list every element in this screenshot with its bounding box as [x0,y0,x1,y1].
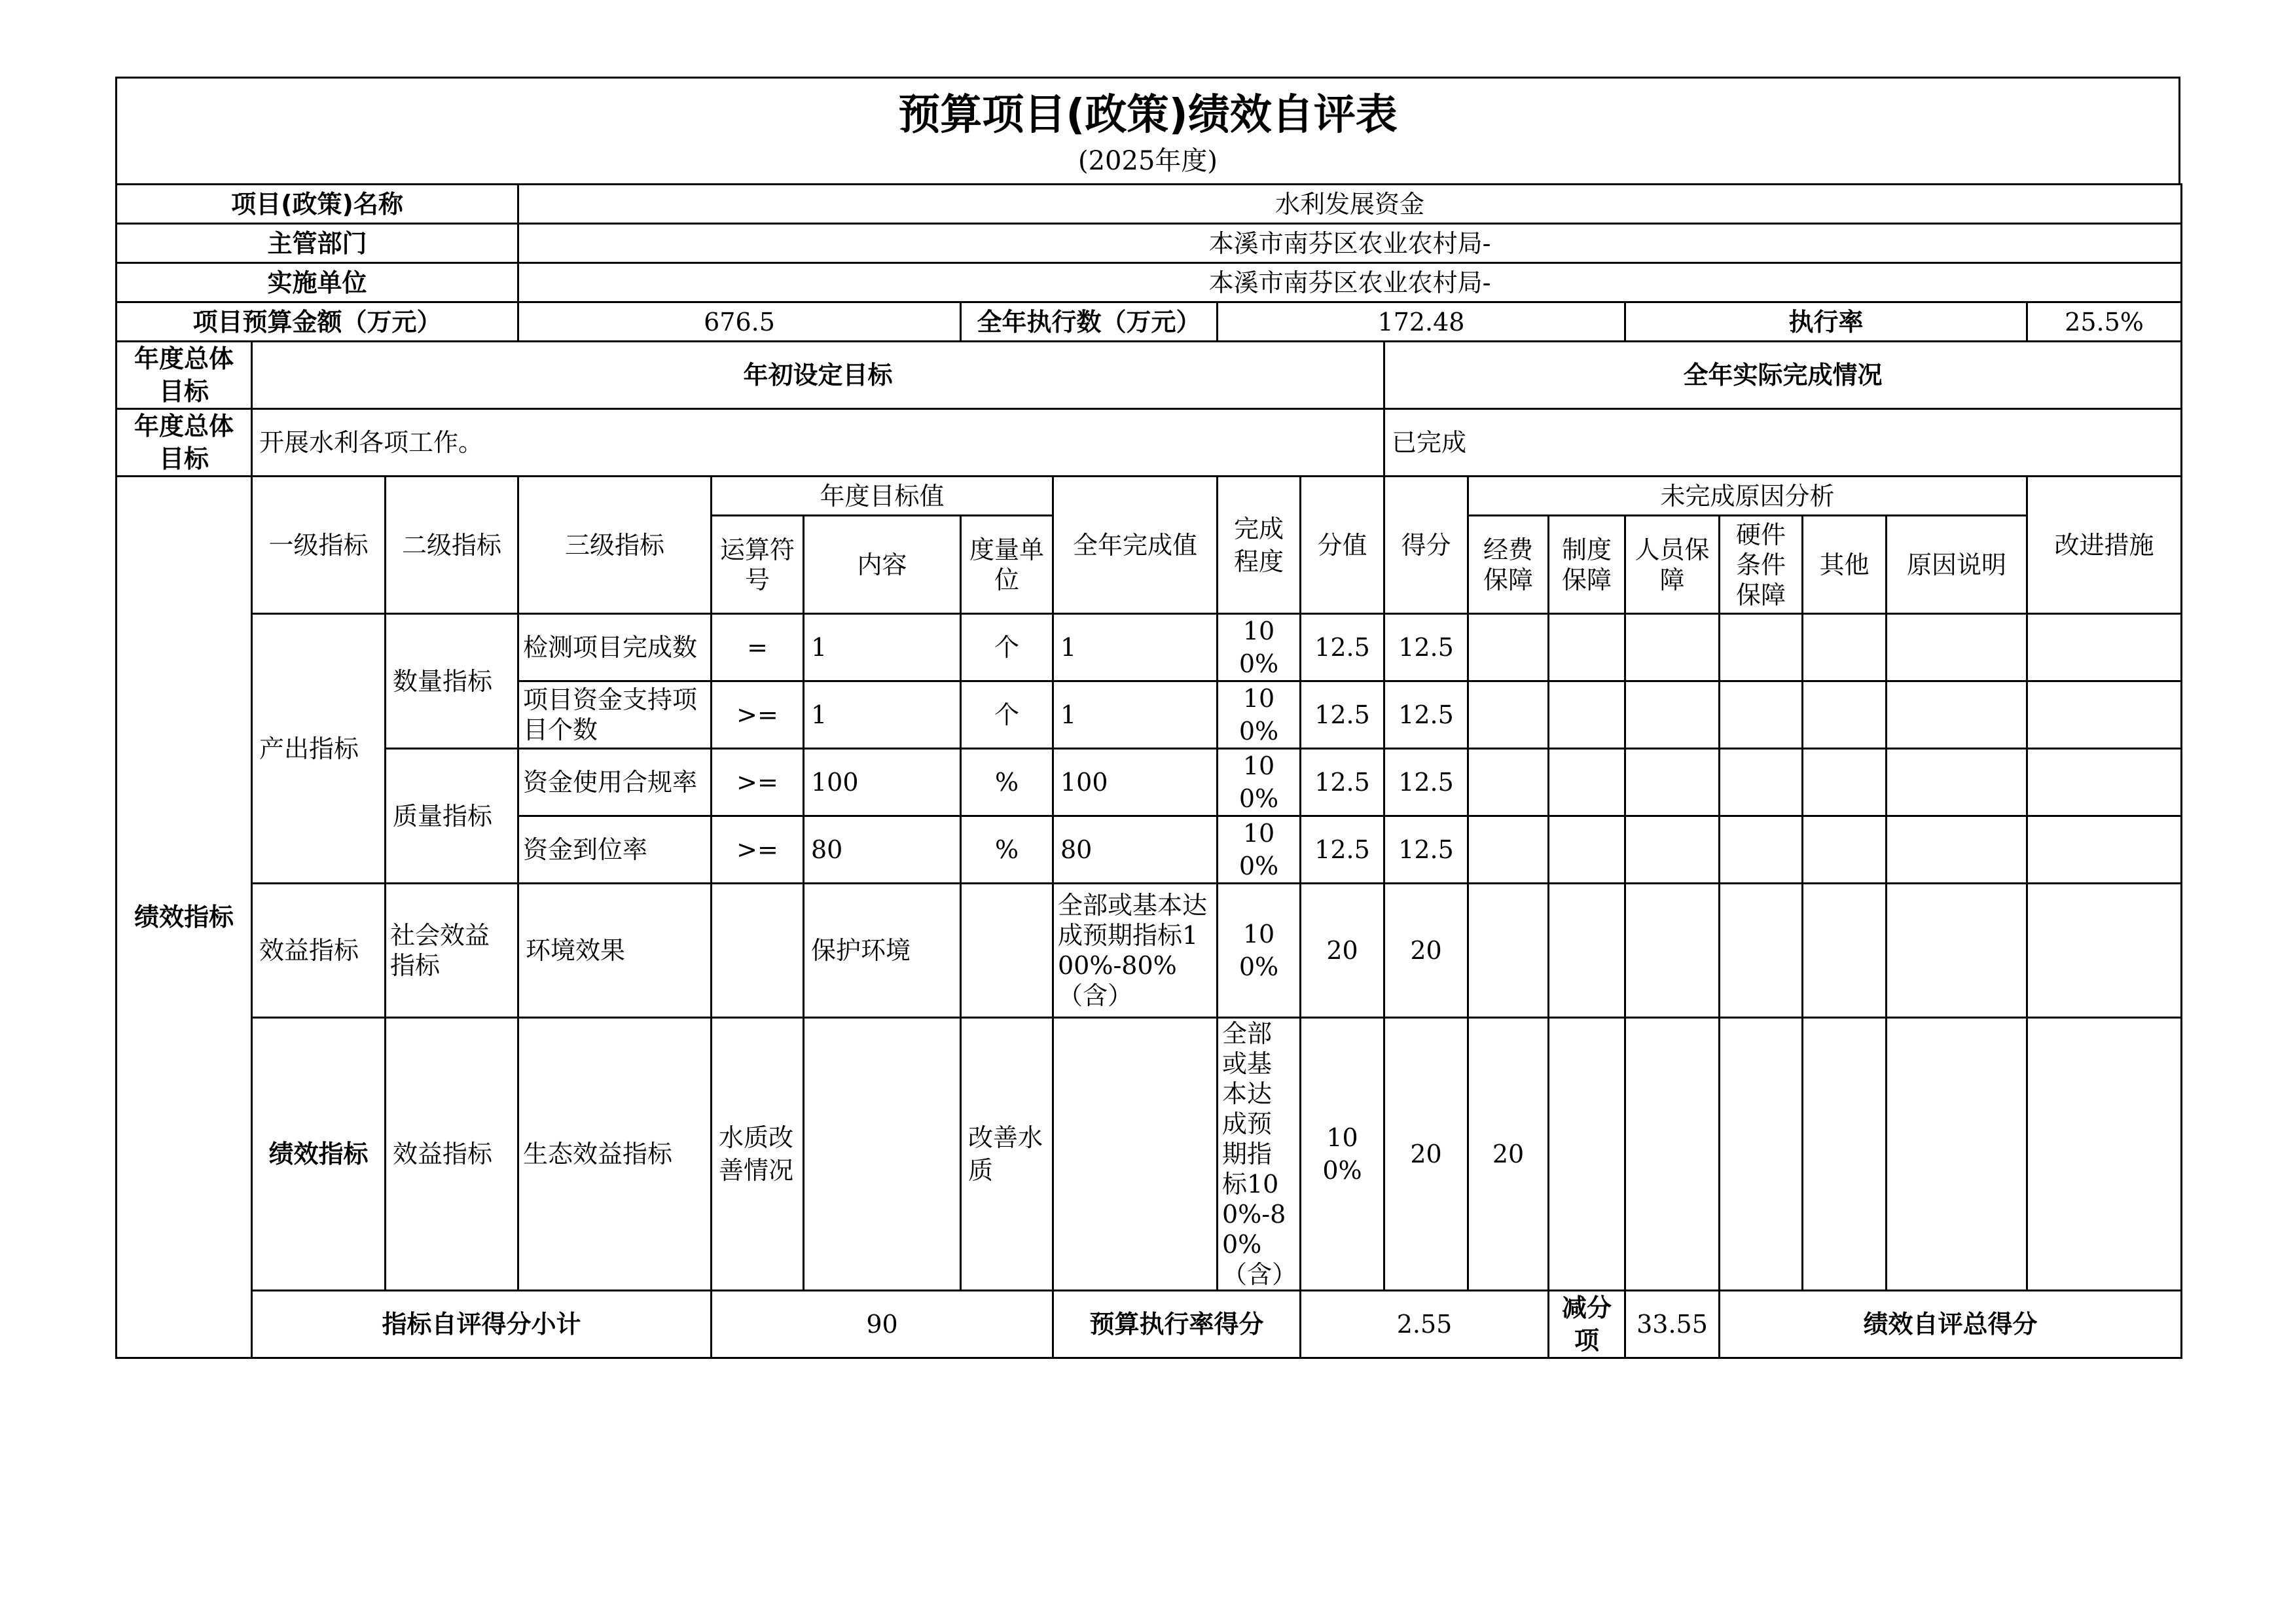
reason-cell [1803,614,1887,681]
reason-cell [1887,884,2027,1018]
social-indicator-label: 社会效益指标 [386,884,518,1018]
reason-cell [1468,681,1549,749]
reason-cell [1625,681,1720,749]
improve-cell [2027,681,2182,749]
header-content: 内容 [804,516,961,614]
exec-value: 172.48 [1218,302,1625,342]
op-cell [712,884,804,1018]
header-l2: 二级指标 [386,477,518,614]
reason-cell [1887,1018,2027,1291]
header-r3: 人员保障 [1625,516,1720,614]
goal-set-header: 年初设定目标 [252,342,1384,409]
content-cell: 保护环境 [804,884,961,1018]
unit-cell [961,884,1053,1018]
header-r5: 其他 [1803,516,1887,614]
table-row [117,614,2182,681]
benefit-indicator-label-2: 效益指标 [386,1018,518,1291]
reason-cell [1625,884,1720,1018]
actual-cell: 80 [1053,816,1218,884]
rate-score-label: 预算执行率得分 [1053,1291,1301,1358]
evaluation-sheet [115,77,2180,1359]
reason-cell [1625,1018,1720,1291]
reason-cell [1549,884,1625,1018]
goal-actual-header: 全年实际完成情况 [1384,342,2182,409]
l3-cell: 水质改善情况 [712,1018,804,1291]
quantity-indicator-label: 数量指标 [386,614,518,749]
reason-cell [2027,1018,2182,1291]
reason-cell [1720,681,1803,749]
actual-cell: 100 [1053,749,1218,816]
reason-cell [1720,749,1803,816]
reason-cell [1468,614,1549,681]
reason-cell [1720,1018,1803,1291]
op-cell: = [712,614,804,681]
improve-cell [2027,749,2182,816]
dept-row [117,224,2182,263]
header-improve: 改进措施 [2027,477,2182,614]
op-cell [804,1018,961,1291]
perf-indicator-label-2: 绩效指标 [252,1018,386,1291]
footer-row [117,1291,2182,1358]
goal-label: 年度总体目标 [117,342,252,409]
reason-cell [1803,816,1887,884]
reason-cell [1803,681,1887,749]
reason-cell [1803,884,1887,1018]
reason-cell [1720,816,1803,884]
budget-label: 项目预算金额（万元） [117,302,518,342]
op-cell: >= [712,749,804,816]
fiscal-year: (2025年度) [1077,146,1218,176]
l3-cell: 环境效果 [518,884,712,1018]
header-r4: 硬件条件保障 [1720,516,1803,614]
unit-row [117,263,2182,302]
l3-cell: 资金到位率 [518,816,712,884]
full-score-cell: 12.5 [1301,681,1384,749]
header-r1: 经费保障 [1468,516,1549,614]
header-score: 得分 [1384,477,1468,614]
reason-cell [1720,884,1803,1018]
score-cell: 12.5 [1384,816,1468,884]
unit-cell [1053,1018,1218,1291]
actual-cell: 全部或基本达成预期指标100%-80%（含） [1218,1018,1301,1291]
op-cell: >= [712,681,804,749]
score-cell: 12.5 [1384,614,1468,681]
unit-cell: % [961,816,1053,884]
content-cell: 1 [804,681,961,749]
degree-cell: 100% [1218,749,1301,816]
eco-indicator-label: 生态效益指标 [518,1018,712,1291]
header-l3: 三级指标 [518,477,712,614]
goal-value-row [117,409,2182,477]
total-label: 绩效自评总得分 [1720,1291,2182,1358]
goal-label-2: 年度总体目标 [117,409,252,477]
reason-cell [1803,1018,1887,1291]
degree-cell: 100% [1218,614,1301,681]
benefit-indicator-label: 效益指标 [252,884,386,1018]
unit-cell: 个 [961,681,1053,749]
goal-set-value: 开展水利各项工作。 [252,409,1384,477]
subtotal-label: 指标自评得分小计 [252,1291,712,1358]
page-title: 预算项目(政策)绩效自评表 [898,91,1398,139]
reason-cell [1468,816,1549,884]
subtotal-value: 90 [712,1291,1053,1358]
content-cell: 1 [804,614,961,681]
content-cell: 改善水质 [961,1018,1053,1291]
exec-label: 全年执行数（万元） [961,302,1218,342]
reason-cell [1625,614,1720,681]
table-row [117,1018,2182,1291]
reason-cell [1887,816,2027,884]
project-name-label: 项目(政策)名称 [117,185,518,224]
content-cell: 80 [804,816,961,884]
score-cell: 20 [1384,884,1468,1018]
reason-cell [1468,884,1549,1018]
l3-cell: 项目资金支持项目个数 [518,681,712,749]
reason-cell [1887,749,2027,816]
reason-cell [1720,614,1803,681]
evaluation-table [115,183,2182,1359]
rate-score-value: 2.55 [1301,1291,1549,1358]
improve-cell [2027,884,2182,1018]
content-cell: 100 [804,749,961,816]
output-indicator-label: 产出指标 [252,614,386,884]
reason-cell [1803,749,1887,816]
deduct-value: 33.55 [1625,1291,1720,1358]
actual-cell: 全部或基本达成预期指标100%-80%（含） [1053,884,1218,1018]
reason-cell [1549,614,1625,681]
l3-cell: 资金使用合规率 [518,749,712,816]
actual-cell: 1 [1053,614,1218,681]
reason-cell [1887,614,2027,681]
reason-cell [1549,681,1625,749]
improve-cell [2027,614,2182,681]
project-name-value: 水利发展资金 [518,185,2182,224]
header-reason-group: 未完成原因分析 [1468,477,2027,516]
unit-cell: % [961,749,1053,816]
header-l1: 一级指标 [252,477,386,614]
score-cell: 12.5 [1384,681,1468,749]
reason-cell [1549,749,1625,816]
header-r6: 原因说明 [1887,516,2027,614]
indicator-header-row-1 [117,477,2182,516]
unit-value: 本溪市南芬区农业农村局- [518,263,2182,302]
rate-value: 25.5% [2027,302,2182,342]
header-full-score: 分值 [1301,477,1384,614]
degree-cell: 100% [1218,816,1301,884]
degree-cell: 100% [1218,884,1301,1018]
header-op: 运算符号 [712,516,804,614]
header-unit: 度量单位 [961,516,1053,614]
header-degree: 完成程度 [1218,477,1301,614]
project-name-row [117,185,2182,224]
header-target-group: 年度目标值 [712,477,1053,516]
score-cell: 12.5 [1384,749,1468,816]
score-cell: 20 [1468,1018,1549,1291]
full-score-cell: 20 [1301,884,1384,1018]
goal-header-row [117,342,2182,409]
perf-indicator-label: 绩效指标 [117,477,252,1358]
reason-cell [1625,816,1720,884]
reason-cell [1549,1018,1625,1291]
budget-row [117,302,2182,342]
reason-cell [1887,681,2027,749]
unit-label: 实施单位 [117,263,518,302]
reason-cell [1468,749,1549,816]
op-cell: >= [712,816,804,884]
unit-cell: 个 [961,614,1053,681]
table-row [117,884,2182,1018]
improve-cell [2027,816,2182,884]
deduct-label: 减分项 [1549,1291,1625,1358]
table-row [117,749,2182,816]
reason-cell [1625,749,1720,816]
degree-cell: 100% [1301,1018,1384,1291]
dept-value: 本溪市南芬区农业农村局- [518,224,2182,263]
full-score-cell: 20 [1384,1018,1468,1291]
budget-value: 676.5 [518,302,961,342]
reason-cell [1549,816,1625,884]
actual-cell: 1 [1053,681,1218,749]
title-box [115,77,2180,183]
full-score-cell: 12.5 [1301,816,1384,884]
l3-cell: 检测项目完成数 [518,614,712,681]
goal-actual-value: 已完成 [1384,409,2182,477]
rate-label: 执行率 [1625,302,2027,342]
degree-cell: 100% [1218,681,1301,749]
full-score-cell: 12.5 [1301,749,1384,816]
full-score-cell: 12.5 [1301,614,1384,681]
dept-label: 主管部门 [117,224,518,263]
header-actual: 全年完成值 [1053,477,1218,614]
header-r2: 制度保障 [1549,516,1625,614]
quality-indicator-label: 质量指标 [386,749,518,884]
